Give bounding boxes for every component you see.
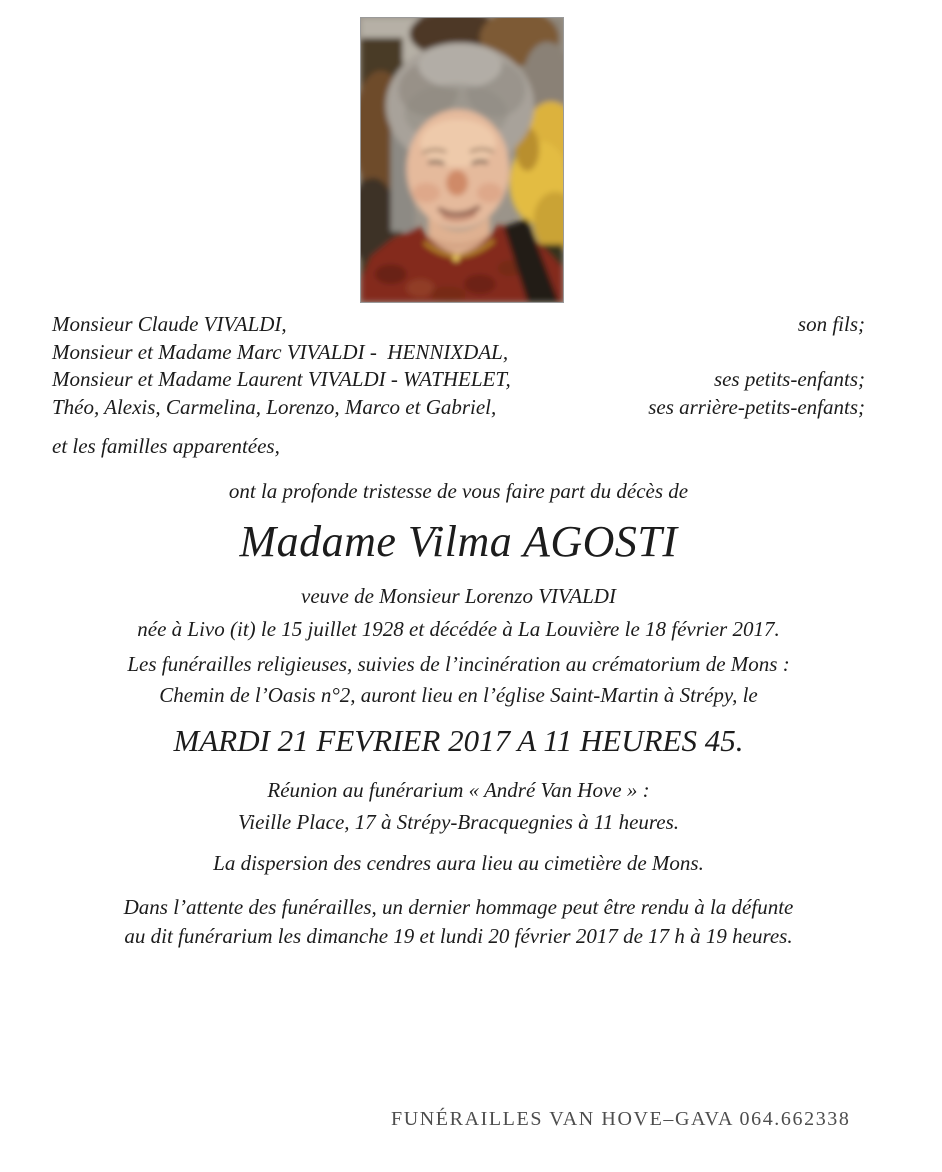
family-row [52,366,865,394]
family-list [52,311,865,421]
tribute-line-1: Dans l’attente des funérailles, un dernier hommage peut être rendu à la défunte [123,895,794,919]
tribute-line-2: au dit funérarium les dimanche 19 et lundi 20 février 2017 de 17 h à 19 heures. [124,923,793,948]
related-families-line: et les familles apparentées, [52,434,280,458]
meeting-line-2: Vieille Place, 17 à Strépy-Bracquegnies à 11 heures. [237,810,680,834]
ashes-dispersion-line: La dispersion des cendres aura lieu au cimetière de Mons. [213,851,704,875]
relation-label: ses arrière-petits-enfants; [648,394,865,419]
funeral-line-2: Chemin de l’Oasis n°2, auront lieu en l’église Saint-Martin à Strépy, le [159,682,758,707]
birth-death-line: née à Livo (it) le 15 juillet 1928 et décédée à La Louvière le 18 février 2017. [137,617,780,641]
family-row [52,394,865,422]
funeral-details [52,649,865,710]
meeting-line-1: Réunion au funérarium « André Van Hove » : [267,778,650,802]
relative-name: Théo, Alexis, Carmelina, Lorenzo, Marco et Gabriel, [52,394,497,419]
portrait-photo [360,17,564,303]
ceremony-datetime: MARDI 21 FEVRIER 2017 A 11 HEURES 45. [173,723,744,758]
funeral-line-1: Les funérailles religieuses, suivies de l’incinération au crématorium de Mons : [127,652,790,676]
relation-label: son fils; [797,312,865,336]
relative-name: Monsieur et Madame Laurent VIVALDI - WATHELET, [52,367,511,391]
tribute-details [52,893,865,950]
meeting-details [52,774,865,838]
relation-label: ses petits-enfants; [713,367,865,391]
deceased-name: Madame Vilma AGOSTI [239,517,678,566]
widow-line: veuve de Monsieur Lorenzo VIVALDI [301,584,616,608]
relative-name: Monsieur et Madame Marc VIVALDI - HENNIXDAL, [52,339,509,364]
relative-name: Monsieur Claude VIVALDI, [52,312,287,336]
portrait-image [361,18,563,302]
funeral-home-footer: FUNÉRAILLES VAN HOVE–GAVA 064.662338 [391,1108,851,1130]
family-row [52,339,865,367]
family-row [52,311,865,339]
announcement-line: ont la profonde tristesse de vous faire part du décès de [228,479,689,503]
deceased-details [52,580,865,646]
